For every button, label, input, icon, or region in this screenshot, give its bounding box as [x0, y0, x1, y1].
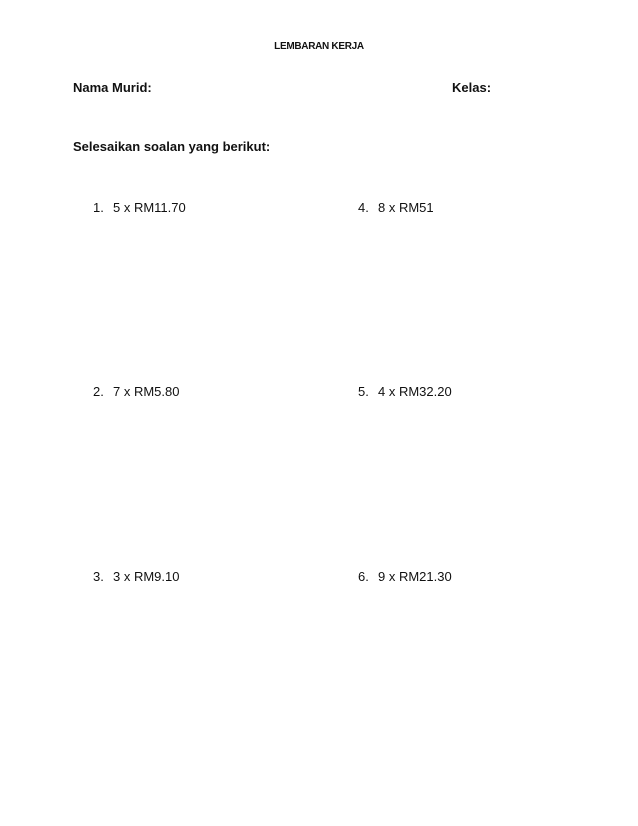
question-text: 5 x RM11.70	[113, 200, 186, 215]
worksheet-title: LEMBARAN KERJA	[274, 41, 364, 52]
question-number: 4.	[358, 200, 369, 215]
question-text: 4 x RM32.20	[378, 384, 452, 399]
question-text: 9 x RM21.30	[378, 569, 452, 584]
class-label: Kelas:	[452, 80, 492, 95]
question-number: 6.	[358, 569, 369, 584]
question-text: 3 x RM9.10	[113, 569, 180, 584]
question-2	[93, 384, 179, 399]
question-text: 8 x RM51	[378, 200, 434, 215]
question-number: 2.	[93, 384, 104, 399]
question-6	[358, 569, 452, 584]
question-number: 3.	[93, 569, 104, 584]
question-3	[93, 569, 179, 584]
instruction-text: Selesaikan soalan yang berikut:	[73, 139, 271, 154]
question-text: 7 x RM5.80	[113, 384, 180, 399]
question-4	[358, 200, 434, 215]
question-5	[358, 384, 452, 399]
question-1	[93, 200, 186, 215]
question-number: 5.	[358, 384, 369, 399]
question-number: 1.	[93, 200, 104, 215]
student-name-label: Nama Murid:	[73, 80, 152, 95]
